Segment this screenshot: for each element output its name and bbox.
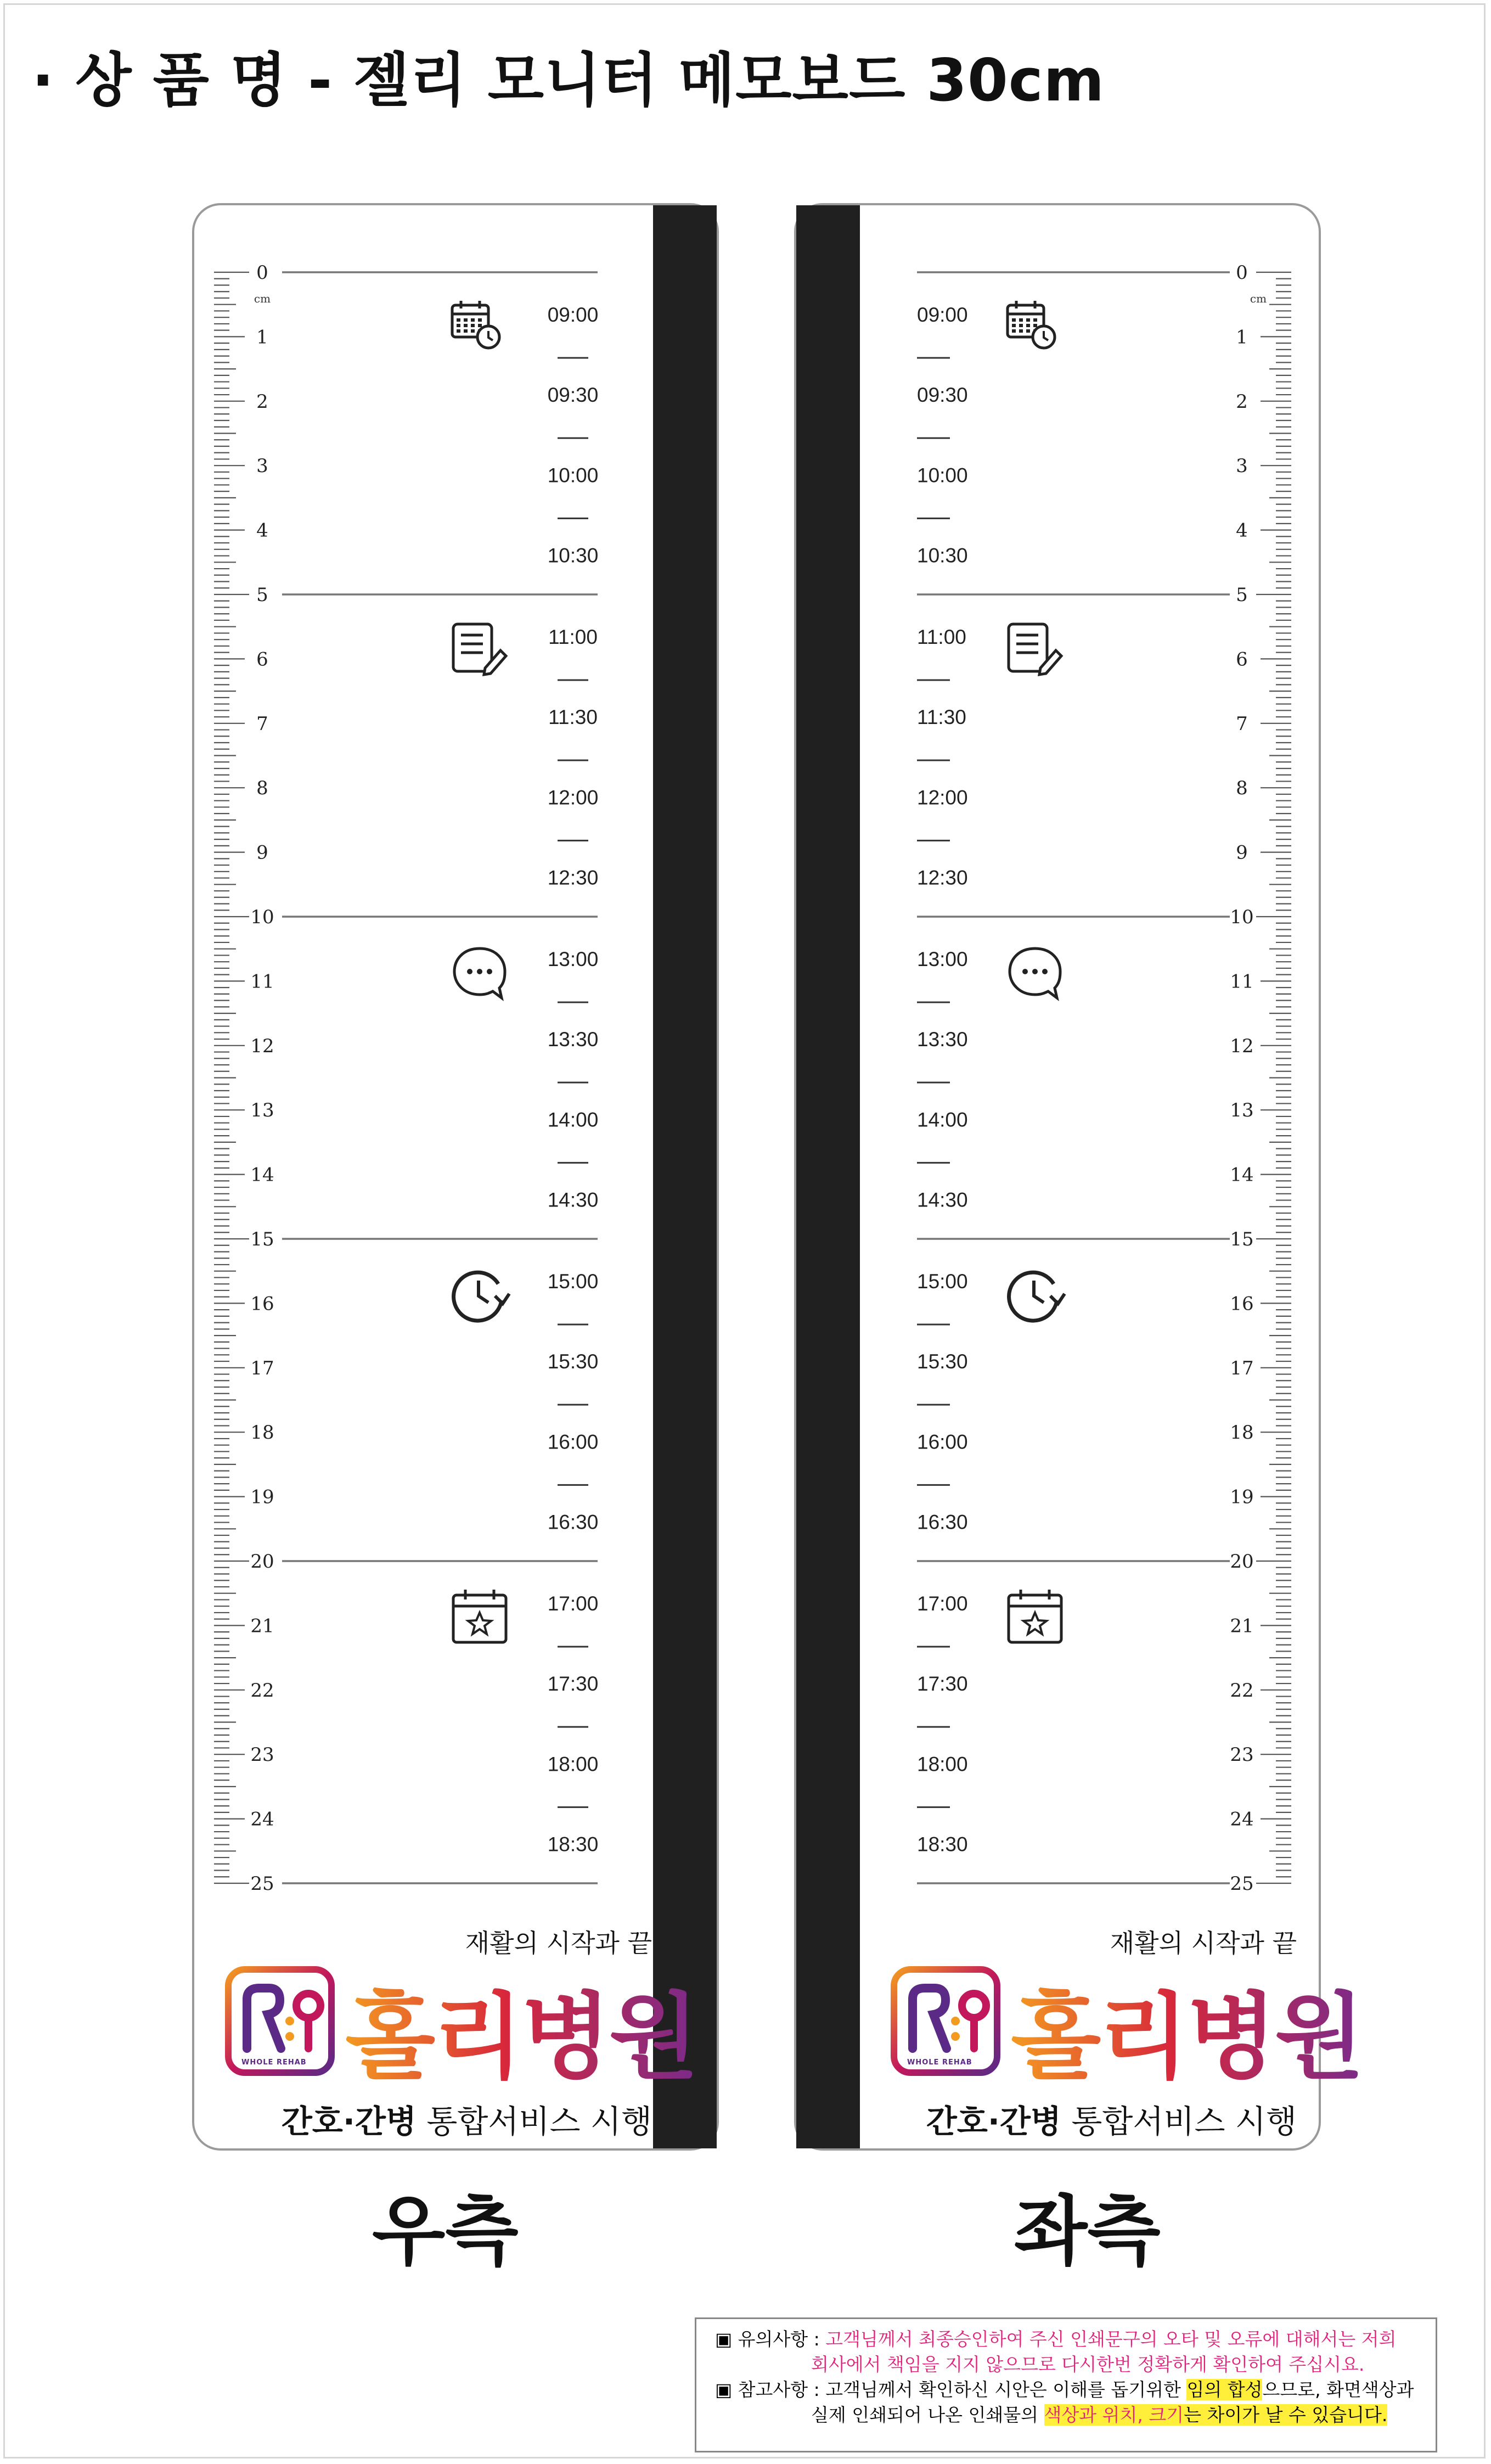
caution-text-2: 회사에서 책임을 지지 않으므로 다시한번 정확하게 확인하여 주십시요. [811,2354,1365,2375]
ruler-number: 8 [1236,777,1248,800]
ruler-unit: cm [254,292,271,305]
caution-text-1: 고객님께서 최종승인하여 주신 인쇄문구의 오타 및 오류에 대해서는 저희 [825,2328,1397,2350]
time-label: 09:30 [917,384,968,407]
time-label: 16:30 [917,1511,968,1534]
clock-arrow-icon [454,1272,509,1321]
time-label: 18:30 [917,1833,968,1856]
time-label: 15:00 [917,1270,968,1293]
time-label: 15:30 [917,1350,968,1373]
time-label: 13:00 [547,948,599,970]
time-label: 17:00 [917,1592,968,1615]
time-label: 14:30 [917,1188,968,1211]
service-rest: 통합서비스 시행 [1071,2103,1297,2140]
ruler-number: 20 [250,1551,274,1573]
time-label: 09:30 [547,384,599,407]
time-label: 17:30 [917,1672,968,1696]
ruler-number: 17 [1230,1357,1254,1379]
time-label: 14:00 [917,1108,968,1131]
ruler-number: 2 [256,390,268,413]
ruler-number: 5 [1236,584,1248,606]
calendar-star-icon [1009,1590,1061,1642]
service-line [194,2096,657,2142]
ruler-number: 17 [250,1357,274,1379]
ruler-number: 19 [1230,1486,1254,1508]
calendar-star-icon [453,1590,506,1642]
ruler-number: 10 [1230,906,1254,928]
caption-right: 우측 [372,2187,519,2276]
time-label: 10:30 [917,544,968,567]
ruler-number: 23 [1230,1744,1254,1766]
brand-name: 홀리병원 [1011,1962,1363,2096]
time-label: 18:00 [547,1753,599,1776]
time-label: 12:30 [917,866,968,889]
ruler-number: 7 [1236,712,1248,735]
ruler-schedule-left [796,205,1323,2153]
ruler-number: 16 [250,1293,274,1315]
notice-caution-line-2 [715,2352,1425,2377]
calendar-clock-icon [1008,301,1055,348]
time-label: 17:00 [547,1592,599,1615]
ruler-number: 5 [256,584,268,606]
time-label: 15:00 [547,1270,599,1293]
ruler-number: 1 [256,326,268,349]
chat-bubble-icon [1010,948,1060,998]
memo-board-right [192,203,719,2151]
notice-ref-line-2 [715,2403,1425,2428]
memo-board-left [794,203,1363,2151]
ruler-number: 16 [1230,1293,1254,1315]
ruler-number: 21 [1230,1615,1254,1637]
ruler-number: 2 [1236,390,1248,413]
service-line [860,2096,1321,2142]
ruler-number: 1 [1236,326,1248,349]
ruler-number: 21 [250,1615,274,1637]
time-label: 11:30 [548,706,598,729]
ruler-number: 12 [250,1035,274,1057]
ruler-number: 24 [250,1808,274,1831]
product-title: · 상 품 명 - 젤리 모니터 메모보드 30cm [32,47,1105,114]
time-label: 18:00 [917,1753,968,1776]
time-label: 13:30 [547,1028,599,1051]
ref-text-1a: 고객님께서 확인하신 시안은 이해를 돕기위한 [825,2379,1181,2400]
ruler-number: 15 [250,1228,274,1250]
ruler-number: 4 [1236,519,1248,542]
ruler-number: 24 [1230,1808,1254,1831]
ruler-number: 18 [250,1422,274,1444]
ref-text-2c: 는 차이가 날 수 있습니다. [1184,2404,1388,2426]
ruler-number: 25 [250,1873,274,1895]
time-label: 14:00 [547,1108,599,1131]
time-label: 10:00 [547,464,599,487]
ruler-number: 9 [256,841,268,864]
time-label: 12:00 [547,786,599,809]
time-label: 10:00 [917,464,968,487]
ref-text-2b: 색상과 위치, 크기 [1044,2404,1184,2426]
notice-box [695,2317,1437,2452]
ruler-number: 14 [250,1164,274,1186]
ruler-unit: cm [1250,292,1267,305]
calendar-clock-icon [452,301,499,348]
ruler-number: 12 [1230,1035,1254,1057]
ruler-number: 11 [1230,970,1254,993]
time-label: 10:30 [547,544,599,567]
time-label: 16:00 [917,1430,968,1453]
ruler-number: 19 [250,1486,274,1508]
ruler-number: 20 [1230,1551,1254,1573]
time-label: 15:30 [547,1350,599,1373]
notice-caution-line-1 [715,2327,1425,2352]
chat-bubble-icon [454,948,505,998]
service-bold: 간호·간병 [926,2103,1061,2140]
brand-tagline: 재활의 시작과 끝 [465,1928,652,1958]
brand-tagline: 재활의 시작과 끝 [1110,1928,1297,1958]
ruler-schedule-right [194,205,721,2153]
time-label: 18:30 [547,1833,599,1856]
caution-label: ▣ 유의사항 : [715,2328,820,2350]
ref-text-1c: 으므로, 화면색상과 [1262,2379,1414,2400]
caption-left: 좌측 [1014,2187,1161,2276]
time-label: 16:30 [547,1511,599,1534]
ruler-number: 3 [256,455,268,478]
logo-subtext: WHOLE REHAB [907,2058,972,2067]
ruler-number: 3 [1236,455,1248,478]
ruler-number: 10 [250,906,274,928]
brand-block [194,1923,697,2142]
time-label: 11:00 [917,626,966,648]
ref-text-1b: 임의 합성 [1186,2379,1263,2400]
notepad-pencil-icon [453,624,506,675]
ruler-number: 0 [256,262,268,284]
ruler-number: 11 [250,970,274,993]
ruler-number: 15 [1230,1228,1254,1250]
time-label: 12:30 [547,866,599,889]
time-label: 16:00 [547,1430,599,1453]
ref-label: ▣ 참고사항 : [715,2379,820,2400]
clock-arrow-icon [1009,1272,1065,1321]
ruler-number: 9 [1236,841,1248,864]
time-label: 11:30 [917,706,966,729]
time-label: 13:00 [917,948,968,970]
time-label: 12:00 [917,786,968,809]
ruler-number: 13 [1230,1099,1254,1122]
ruler-number: 18 [1230,1422,1254,1444]
brand-block [860,1923,1363,2142]
ruler-number: 7 [256,712,268,735]
ruler-number: 22 [250,1679,274,1702]
time-label: 17:30 [547,1672,599,1696]
ruler-number: 25 [1230,1873,1254,1895]
ruler-number: 22 [1230,1679,1254,1702]
ruler-number: 0 [1236,262,1248,284]
ruler-number: 13 [250,1099,274,1122]
logo-subtext: WHOLE REHAB [241,2058,307,2067]
notepad-pencil-icon [1009,624,1061,675]
time-label: 11:00 [548,626,598,648]
ruler-number: 8 [256,777,268,800]
time-label: 14:30 [547,1188,599,1211]
service-bold: 간호·간병 [281,2103,417,2140]
notice-ref-line-1 [715,2377,1425,2403]
time-label: 13:30 [917,1028,968,1051]
service-rest: 통합서비스 시행 [426,2103,652,2140]
ruler-number: 23 [250,1744,274,1766]
brand-name: 홀리병원 [345,1962,697,2096]
ruler-number: 6 [1236,648,1248,671]
time-label: 09:00 [917,304,968,326]
ruler-number: 6 [256,648,268,671]
ref-text-2a: 실제 인쇄되어 나온 인쇄물의 [811,2404,1039,2426]
time-label: 09:00 [547,304,599,326]
ruler-number: 14 [1230,1164,1254,1186]
ruler-number: 4 [256,519,268,542]
